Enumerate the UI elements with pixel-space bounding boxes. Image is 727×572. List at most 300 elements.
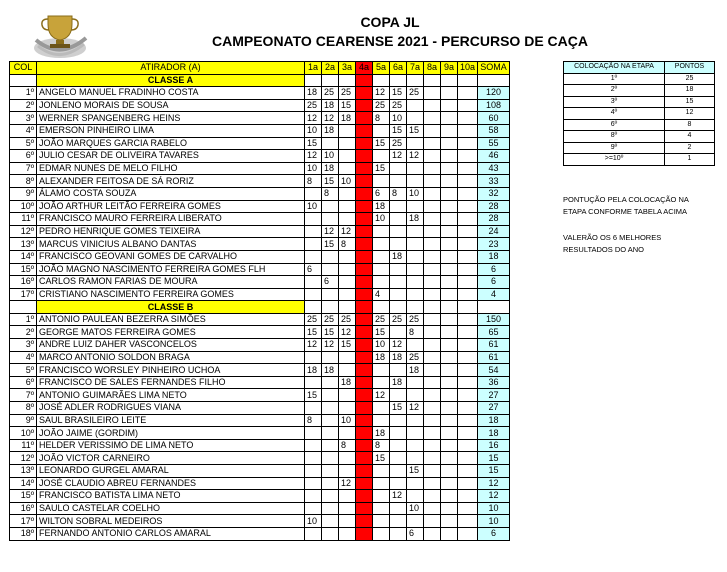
shooter-name: ANGELO MANUEL FRADINHO COSTA [37, 87, 305, 100]
page-subtitle: CAMPEONATO CEARENSE 2021 - PERCURSO DE CAÇA [212, 33, 588, 49]
stage-score [424, 465, 441, 478]
table-header [10, 62, 510, 75]
empty-cell [390, 74, 407, 87]
shooter-name: FRANCISCO DE SALES FERNANDES FILHO [37, 376, 305, 389]
stage-score [322, 263, 339, 276]
stage-score [458, 263, 478, 276]
trophy-logo [30, 10, 90, 65]
stage-score: 18 [373, 427, 390, 440]
table-row [10, 112, 510, 125]
stage-score: 8 [373, 439, 390, 452]
stage-score: 25 [373, 313, 390, 326]
stage-score [407, 414, 424, 427]
stage-score [305, 439, 322, 452]
stage-score [441, 213, 458, 226]
stage-score [424, 175, 441, 188]
placement-cell: 6º [564, 119, 665, 131]
table-row [10, 502, 510, 515]
stage-score [339, 150, 356, 163]
stage-score [407, 439, 424, 452]
rank-cell: 16º [10, 502, 37, 515]
stage-score [390, 326, 407, 339]
stage-score: 15 [373, 162, 390, 175]
total-score: 27 [478, 389, 510, 402]
stage-score [441, 150, 458, 163]
table-row [10, 213, 510, 226]
stage-score [458, 313, 478, 326]
stage-score: 18 [339, 112, 356, 125]
stage-score: 8 [407, 326, 424, 339]
stage-score [424, 351, 441, 364]
rank-cell: 4º [10, 351, 37, 364]
stage-score [441, 477, 458, 490]
stage-score: 12 [390, 339, 407, 352]
stage-score [373, 414, 390, 427]
placement-cell: 4º [564, 108, 665, 120]
shooter-name: JOÃO VICTOR CARNEIRO [37, 452, 305, 465]
total-score: 18 [478, 414, 510, 427]
table-row [10, 175, 510, 188]
stage-score: 15 [305, 389, 322, 402]
table-row [10, 527, 510, 540]
stage-score [322, 515, 339, 528]
class-name: CLASSE A [37, 74, 305, 87]
stage-score [441, 137, 458, 150]
stage-score: 18 [407, 213, 424, 226]
rank-cell: 11º [10, 439, 37, 452]
stage-score [458, 376, 478, 389]
stage-score [356, 137, 373, 150]
stage-score: 25 [407, 351, 424, 364]
stage-score: 8 [390, 187, 407, 200]
stage-score: 15 [322, 175, 339, 188]
stage-score [356, 326, 373, 339]
points-table [563, 61, 715, 166]
stage-score [356, 502, 373, 515]
stage-score [424, 414, 441, 427]
shooter-name: CRISTIANO NASCIMENTO FERREIRA GOMES [37, 288, 305, 301]
stage-score [305, 250, 322, 263]
empty-cell [322, 74, 339, 87]
total-score: 4 [478, 288, 510, 301]
total-score: 12 [478, 490, 510, 503]
stage-score [373, 515, 390, 528]
stage-score [339, 124, 356, 137]
stage-score [356, 187, 373, 200]
placement-cell: 2º [564, 85, 665, 97]
points-cell: 25 [665, 73, 715, 85]
stage-score [407, 427, 424, 440]
rank-cell: 16º [10, 276, 37, 289]
stage-score [407, 376, 424, 389]
stage-score [424, 288, 441, 301]
table-row [10, 439, 510, 452]
stage-score [390, 502, 407, 515]
stage-score: 12 [373, 389, 390, 402]
stage-score [441, 490, 458, 503]
table-row [10, 250, 510, 263]
stage-score: 12 [339, 225, 356, 238]
total-score: 65 [478, 326, 510, 339]
table-row [10, 225, 510, 238]
empty-cell [407, 74, 424, 87]
rank-cell: 17º [10, 288, 37, 301]
column-header: 5a [373, 62, 390, 75]
stage-score [356, 490, 373, 503]
stage-score [441, 515, 458, 528]
rank-cell: 9º [10, 187, 37, 200]
stage-score [407, 288, 424, 301]
stage-score [356, 263, 373, 276]
table-row [10, 137, 510, 150]
stage-score [390, 213, 407, 226]
stage-score [424, 502, 441, 515]
stage-score [424, 112, 441, 125]
column-header: 10a [458, 62, 478, 75]
stage-score [339, 502, 356, 515]
stage-score [305, 187, 322, 200]
stage-score [458, 187, 478, 200]
column-header: 7a [407, 62, 424, 75]
stage-score [441, 162, 458, 175]
stage-score: 6 [322, 276, 339, 289]
stage-score [322, 452, 339, 465]
placement-cell: 9º [564, 142, 665, 154]
total-score: 43 [478, 162, 510, 175]
shooter-name: JOSÉ CLAUDIO ABREU FERNANDES [37, 477, 305, 490]
empty-cell [305, 74, 322, 87]
shooter-name: FRANCISCO WORSLEY PINHEIRO UCHOA [37, 364, 305, 377]
shooter-name: GEORGE MATOS FERREIRA GOMES [37, 326, 305, 339]
stage-score [339, 515, 356, 528]
points-cell: 4 [665, 131, 715, 143]
table-row [10, 452, 510, 465]
rank-cell: 13º [10, 238, 37, 251]
shooter-name: PEDRO HENRIQUE GOMES TEIXEIRA [37, 225, 305, 238]
stage-score [390, 414, 407, 427]
stage-score [322, 414, 339, 427]
shooter-name: ANDRE LUIZ DAHER VASCONCELOS [37, 339, 305, 352]
rank-cell: 15º [10, 263, 37, 276]
stage-score [441, 187, 458, 200]
stage-score [356, 250, 373, 263]
stage-score [441, 238, 458, 251]
stage-score: 18 [390, 376, 407, 389]
stage-score [458, 225, 478, 238]
stage-score [441, 351, 458, 364]
stage-score [305, 376, 322, 389]
total-score: 15 [478, 465, 510, 478]
rank-cell: 3º [10, 339, 37, 352]
stage-score [458, 427, 478, 440]
stage-score: 25 [390, 313, 407, 326]
stage-score [424, 162, 441, 175]
rank-cell: 6º [10, 376, 37, 389]
stage-score [458, 490, 478, 503]
total-score: 33 [478, 175, 510, 188]
empty-cell [478, 74, 510, 87]
placement-cell: 8º [564, 131, 665, 143]
table-row [10, 238, 510, 251]
stage-score [424, 276, 441, 289]
empty-cell [10, 74, 37, 87]
stage-score [390, 238, 407, 251]
points-cell: 8 [665, 119, 715, 131]
rank-cell: 1º [10, 313, 37, 326]
stage-score [441, 87, 458, 100]
stage-score [322, 351, 339, 364]
stage-score [373, 376, 390, 389]
stage-score [407, 112, 424, 125]
column-header: ATIRADOR (A) [37, 62, 305, 75]
stage-score: 15 [322, 326, 339, 339]
stage-score [390, 477, 407, 490]
stage-score: 25 [339, 87, 356, 100]
total-score: 10 [478, 515, 510, 528]
table-row [10, 87, 510, 100]
stage-score [458, 414, 478, 427]
total-score: 6 [478, 276, 510, 289]
table-row [10, 376, 510, 389]
stage-score [424, 263, 441, 276]
stage-score [322, 137, 339, 150]
stage-score: 12 [322, 225, 339, 238]
points-row [564, 96, 715, 108]
stage-score: 10 [407, 502, 424, 515]
stage-score [339, 527, 356, 540]
rank-cell: 6º [10, 150, 37, 163]
stage-score [356, 389, 373, 402]
rank-cell: 10º [10, 427, 37, 440]
stage-score [322, 402, 339, 415]
stage-score [458, 162, 478, 175]
points-cell: 1 [665, 154, 715, 166]
stage-score [356, 175, 373, 188]
rank-cell: 13º [10, 465, 37, 478]
shooter-name: JOÃO ARTHUR LEITÃO FERREIRA GOMES [37, 200, 305, 213]
stage-score: 25 [390, 99, 407, 112]
stage-score [458, 112, 478, 125]
stage-score [305, 276, 322, 289]
stage-score [441, 263, 458, 276]
stage-score: 15 [390, 124, 407, 137]
table-row [10, 124, 510, 137]
stage-score [373, 402, 390, 415]
stage-score [441, 175, 458, 188]
stage-score [373, 490, 390, 503]
stage-score: 10 [339, 175, 356, 188]
stage-score [356, 162, 373, 175]
shooter-name: SAULO CASTELAR COELHO [37, 502, 305, 515]
stage-score [339, 187, 356, 200]
stage-score [390, 389, 407, 402]
table-row [10, 389, 510, 402]
stage-score: 18 [407, 364, 424, 377]
stage-score [373, 527, 390, 540]
stage-score: 18 [305, 364, 322, 377]
table-row [10, 162, 510, 175]
stage-score [339, 250, 356, 263]
stage-score [424, 87, 441, 100]
total-score: 120 [478, 87, 510, 100]
stage-score [407, 225, 424, 238]
empty-cell [458, 301, 478, 314]
total-score: 46 [478, 150, 510, 163]
stage-score: 10 [305, 515, 322, 528]
total-score: 6 [478, 527, 510, 540]
empty-cell [458, 74, 478, 87]
stage-score [373, 225, 390, 238]
stage-score [305, 477, 322, 490]
shooter-name: FRANCISCO GEOVANI GOMES DE CARVALHO [37, 250, 305, 263]
table-row [10, 351, 510, 364]
stage-score [356, 515, 373, 528]
stage-score [356, 112, 373, 125]
stage-score [407, 263, 424, 276]
points-row [564, 131, 715, 143]
stage-score: 25 [322, 87, 339, 100]
column-header: SOMA [478, 62, 510, 75]
empty-cell [407, 301, 424, 314]
table-row [10, 150, 510, 163]
stage-score: 15 [373, 137, 390, 150]
shooter-name: WERNER SPANGENBERG HEINS [37, 112, 305, 125]
stage-score: 10 [373, 213, 390, 226]
stage-score [407, 389, 424, 402]
stage-score: 12 [322, 112, 339, 125]
stage-score: 15 [339, 339, 356, 352]
stage-score [390, 452, 407, 465]
stage-score: 6 [407, 527, 424, 540]
points-row [564, 73, 715, 85]
table-row [10, 515, 510, 528]
stage-score [339, 490, 356, 503]
total-score: 36 [478, 376, 510, 389]
stage-score [458, 99, 478, 112]
stage-score [322, 427, 339, 440]
stage-score: 12 [407, 150, 424, 163]
points-cell: 18 [665, 85, 715, 97]
stage-score [322, 389, 339, 402]
stage-score [373, 150, 390, 163]
shooter-name: JOÃO MARQUES GARCIA RABELO [37, 137, 305, 150]
table-row [10, 477, 510, 490]
stage-score [390, 200, 407, 213]
table-row [10, 427, 510, 440]
shooter-name: WILTON SOBRAL MEDEIROS [37, 515, 305, 528]
stage-score: 15 [407, 465, 424, 478]
total-score: 28 [478, 200, 510, 213]
stage-score: 18 [322, 162, 339, 175]
rank-cell: 8º [10, 402, 37, 415]
rank-cell: 14º [10, 250, 37, 263]
points-row [564, 154, 715, 166]
table-row [10, 313, 510, 326]
stage-score [458, 150, 478, 163]
stage-score [441, 288, 458, 301]
stage-score [441, 112, 458, 125]
stage-score [390, 427, 407, 440]
class-name: CLASSE B [37, 301, 305, 314]
stage-score [339, 402, 356, 415]
table-row [10, 414, 510, 427]
stage-score [441, 124, 458, 137]
stage-score: 25 [339, 313, 356, 326]
stage-score [441, 99, 458, 112]
stage-score [356, 351, 373, 364]
stage-score [458, 402, 478, 415]
stage-score [424, 99, 441, 112]
rank-cell: 3º [10, 112, 37, 125]
stage-score [339, 162, 356, 175]
stage-score [441, 276, 458, 289]
column-header: 4a [356, 62, 373, 75]
stage-score [407, 490, 424, 503]
stage-score: 15 [390, 87, 407, 100]
stage-score: 8 [305, 175, 322, 188]
stage-score: 10 [390, 112, 407, 125]
stage-score [390, 439, 407, 452]
stage-score [441, 502, 458, 515]
empty-cell [424, 74, 441, 87]
points-header [564, 62, 715, 74]
stage-score [458, 527, 478, 540]
empty-cell [305, 301, 322, 314]
rank-cell: 2º [10, 99, 37, 112]
stage-score: 8 [373, 112, 390, 125]
table-row [10, 465, 510, 478]
stage-score: 15 [390, 402, 407, 415]
stage-score [339, 137, 356, 150]
stage-score [458, 389, 478, 402]
stage-score: 18 [373, 200, 390, 213]
stage-score [424, 313, 441, 326]
stage-score [322, 250, 339, 263]
empty-cell [390, 301, 407, 314]
points-cell: 12 [665, 108, 715, 120]
stage-score: 25 [407, 87, 424, 100]
column-header: 2a [322, 62, 339, 75]
stage-score [373, 465, 390, 478]
stage-score [424, 527, 441, 540]
rank-cell: 12º [10, 225, 37, 238]
stage-score [424, 364, 441, 377]
stage-score: 12 [322, 339, 339, 352]
empty-cell [322, 301, 339, 314]
column-header: 3a [339, 62, 356, 75]
stage-score: 4 [373, 288, 390, 301]
stage-score [373, 238, 390, 251]
stage-score [339, 351, 356, 364]
stage-score: 10 [373, 339, 390, 352]
shooter-name: MARCO ANTONIO SOLDON BRAGA [37, 351, 305, 364]
column-header: 6a [390, 62, 407, 75]
stage-score [458, 250, 478, 263]
stage-score [441, 313, 458, 326]
stage-score [373, 477, 390, 490]
stage-score [356, 439, 373, 452]
column-header: 8a [424, 62, 441, 75]
stage-score [424, 200, 441, 213]
stage-score [424, 213, 441, 226]
stage-score [373, 364, 390, 377]
stage-score [441, 427, 458, 440]
stage-score [356, 313, 373, 326]
stage-score: 18 [373, 351, 390, 364]
stage-score [356, 213, 373, 226]
stage-score [458, 439, 478, 452]
column-header: 9a [441, 62, 458, 75]
